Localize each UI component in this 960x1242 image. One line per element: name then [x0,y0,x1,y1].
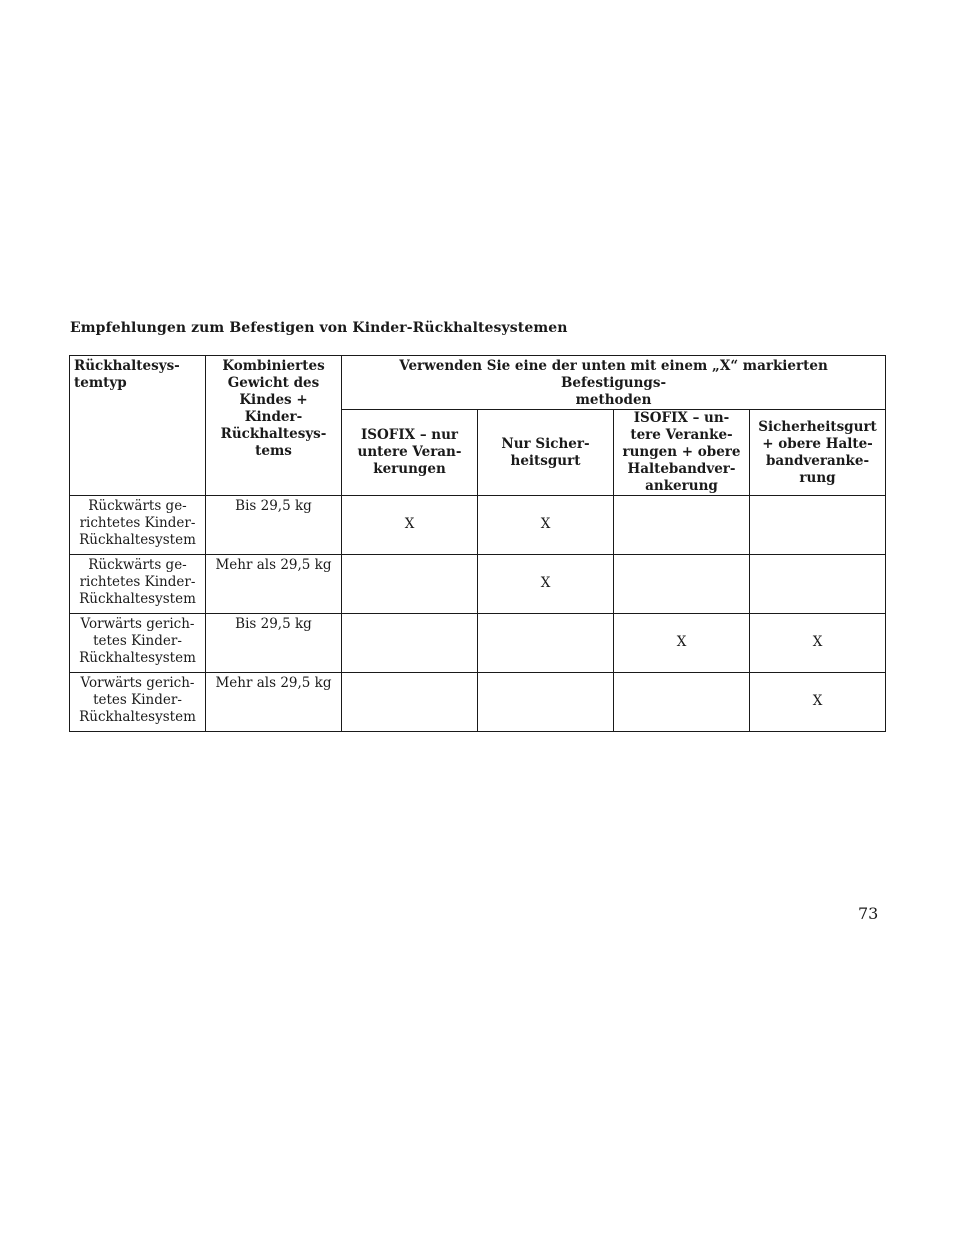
cell-restraint-type: Rückwärts ge- richtetes Kinder- Rückhaltesystem [70,496,206,555]
cell-mark [342,673,478,732]
cell-mark [614,555,750,614]
header-methods: Verwenden Sie eine der unten mit einem „X“ markierten Befestigungs- methoden [342,356,886,410]
table-row [70,555,886,614]
header-method-seatbelt-only: Nur Sicher- heitsgurt [478,410,614,496]
cell-mark [478,614,614,673]
cell-mark: X [614,614,750,673]
cell-mark: X [342,496,478,555]
header-restraint-type: Rückhaltesys- temtyp [70,356,206,496]
child-restraint-table [69,355,886,732]
table-row [70,673,886,732]
cell-mark: X [478,496,614,555]
cell-mark [614,673,750,732]
cell-mark [342,555,478,614]
cell-mark [478,673,614,732]
header-combined-weight: Kombiniertes Gewicht des Kindes + Kinder- Rückhaltesys- tems [206,356,342,496]
cell-weight: Bis 29,5 kg [206,496,342,555]
table-row [70,496,886,555]
cell-mark [750,496,886,555]
header-method-seatbelt-tether: Sicherheitsgurt + obere Halte- bandveranke- rung [750,410,886,496]
cell-restraint-type: Vorwärts gerich- tetes Kinder- Rückhaltesystem [70,673,206,732]
cell-mark: X [478,555,614,614]
cell-mark: X [750,614,886,673]
cell-mark [342,614,478,673]
cell-restraint-type: Vorwärts gerich- tetes Kinder- Rückhaltesystem [70,614,206,673]
cell-mark [614,496,750,555]
cell-weight: Mehr als 29,5 kg [206,673,342,732]
cell-weight: Mehr als 29,5 kg [206,555,342,614]
cell-mark: X [750,673,886,732]
page-number: 73 [858,904,879,923]
table-row [70,614,886,673]
cell-restraint-type: Rückwärts ge- richtetes Kinder- Rückhaltesystem [70,555,206,614]
cell-weight: Bis 29,5 kg [206,614,342,673]
section-title: Empfehlungen zum Befestigen von Kinder-Rückhaltesystemen [70,320,568,336]
header-method-isofix-lower: ISOFIX – nur untere Veran- kerungen [342,410,478,496]
header-method-isofix-tether: ISOFIX – un- tere Veranke- rungen + obere Haltebandver- ankerung [614,410,750,496]
cell-mark [750,555,886,614]
header-row-1 [70,356,886,410]
